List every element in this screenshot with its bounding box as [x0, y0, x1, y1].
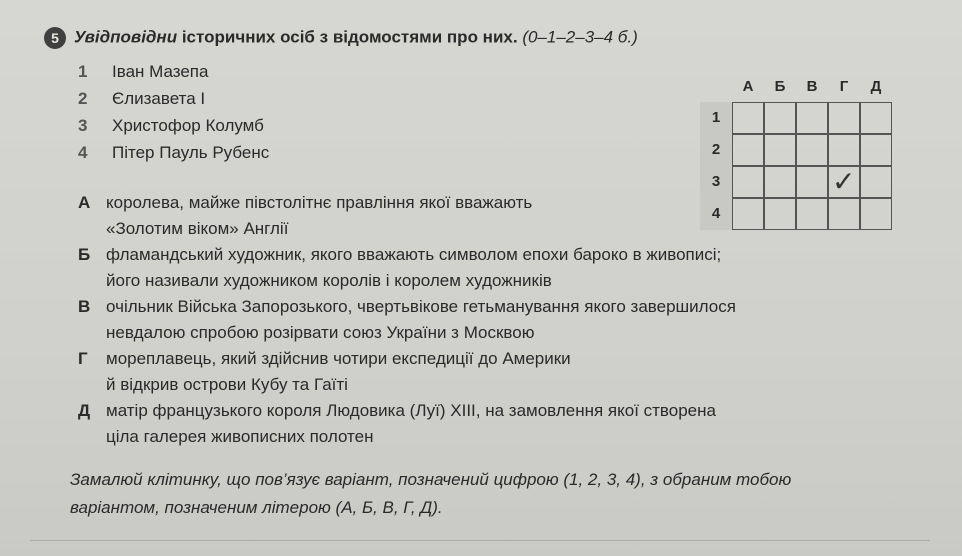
options-list	[78, 190, 908, 450]
person-number: 1	[78, 61, 88, 81]
person-name: Іван Мазепа	[112, 61, 209, 81]
person-number: 4	[78, 142, 88, 162]
persons-list	[78, 58, 269, 166]
option-text: фламандський художник, якого вважають символом епохи бароко в живописі;	[106, 245, 722, 264]
option-text: мореплавець, який здійснив чотири експедиції до Америки	[106, 349, 571, 368]
option-letter: А	[78, 193, 91, 212]
grid-cell[interactable]	[796, 102, 828, 134]
person-item	[78, 139, 269, 166]
task-title-rest: історичних осіб з відомостями про них.	[181, 27, 518, 47]
check-mark: ✓	[832, 166, 856, 197]
grid-row-label: 4	[700, 198, 732, 230]
grid-column-header: А	[742, 78, 754, 95]
grid-column-header: Д	[870, 78, 882, 95]
person-number: 3	[78, 115, 88, 135]
option-text: ціла галерея живописних полотен	[106, 427, 374, 446]
option-item	[78, 190, 908, 242]
grid-cell[interactable]	[860, 102, 892, 134]
option-text: королева, майже півстолітнє правління якої вважають	[106, 193, 533, 212]
option-text: й відкрив острови Кубу та Гаїті	[106, 375, 348, 394]
task-instruction	[70, 466, 910, 522]
grid-cell[interactable]	[860, 134, 892, 166]
task-title	[74, 27, 518, 46]
grid-cell[interactable]	[828, 134, 860, 166]
grid-row-label: 2	[700, 134, 732, 166]
option-item	[78, 294, 908, 346]
person-name: Єлизавета І	[112, 88, 206, 108]
grid-row-label: 3	[700, 166, 732, 198]
page-divider	[30, 540, 930, 541]
person-item	[78, 112, 269, 139]
option-text: «Золотим віком» Англії	[106, 219, 289, 238]
grid-cell[interactable]	[796, 134, 828, 166]
option-item	[78, 398, 908, 450]
option-letter: Б	[78, 245, 91, 264]
option-item	[78, 242, 908, 294]
grid-column-header: Г	[839, 78, 849, 95]
grid-cell[interactable]	[764, 134, 796, 166]
person-name: Христофор Колумб	[112, 115, 264, 135]
option-text: його називали художником королів і королем художників	[106, 271, 552, 290]
person-item	[78, 85, 269, 112]
grid-column-header: Б	[774, 78, 786, 95]
grid-column-header: В	[806, 78, 818, 95]
option-letter: Д	[78, 401, 91, 420]
task-header	[44, 27, 638, 49]
task-number-badge: 5	[44, 27, 66, 49]
task-title-lead: Увідповідни	[74, 27, 178, 47]
option-text: матір французького короля Людовика (Луї) XIII, на замовлення якої створена	[106, 401, 716, 420]
instruction-line: варіантом, позначеним літерою (А, Б, В, Г, Д).	[70, 498, 443, 517]
option-text: невдалою спробою розірвати союз України з Москвою	[106, 323, 535, 342]
grid-row-label: 1	[700, 102, 732, 134]
grid-cell[interactable]	[732, 102, 764, 134]
instruction-line: Замалюй клітинку, що пов’язує варіант, позначений цифрою (1, 2, 3, 4), з обраним тобою	[70, 470, 792, 489]
option-item	[78, 346, 908, 398]
option-letter: Г	[78, 349, 88, 368]
person-name: Пітер Пауль Рубенс	[112, 142, 270, 162]
option-text: очільник Війська Запорозького, чвертьвікове гетьманування якого завершилося	[106, 297, 736, 316]
option-letter: В	[78, 297, 91, 316]
person-item	[78, 58, 269, 85]
task-points: (0–1–2–3–4 б.)	[522, 27, 638, 47]
grid-cell[interactable]	[764, 102, 796, 134]
grid-cell[interactable]	[828, 102, 860, 134]
person-number: 2	[78, 88, 88, 108]
grid-cell[interactable]	[732, 134, 764, 166]
